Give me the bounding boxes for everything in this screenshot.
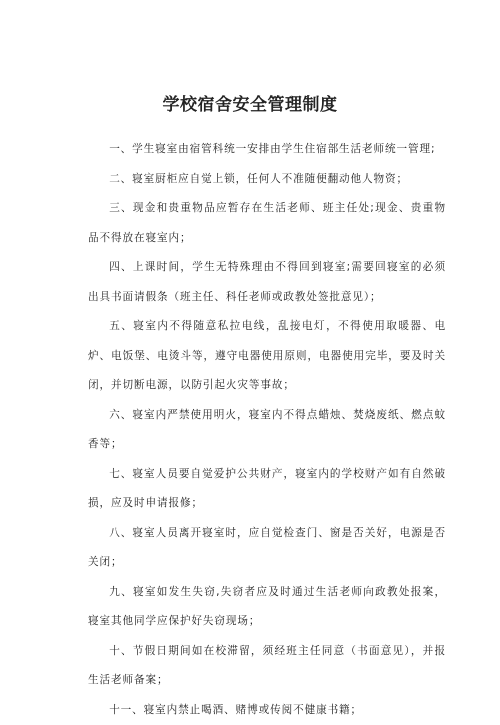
paragraph-4: 四、上课时间，学生无特殊理由不得回到寝室;需要回寝室的必须出具书面请假条（班主任、科任老师或政教处签批意见）；	[88, 253, 446, 312]
document-body	[88, 135, 446, 725]
paragraph-6: 六、寝室内严禁使用明火，寝室内不得点蜡烛、焚烧废纸、燃点蚊香等；	[88, 401, 446, 460]
paragraph-1: 一、学生寝室由宿管科统一安排由学生住宿部生活老师统一管理;	[88, 135, 446, 165]
paragraph-8: 八、寝室人员离开寝室时，应自觉检查门、窗是否关好，电源是否关闭；	[88, 519, 446, 578]
paragraph-10: 十、节假日期间如在校滞留，须经班主任同意（书面意见），并报生活老师备案；	[88, 637, 446, 696]
paragraph-9: 九、寝室如发生失窃,失窃者应及时通过生活老师向政教处报案，寝室其他同学应保护好失窃现场；	[88, 578, 446, 637]
paragraph-3: 三、现金和贵重物品应暂存在生活老师、班主任处;现金、贵重物品不得放在寝室内；	[88, 194, 446, 253]
paragraph-5: 五、寝室内不得随意私拉电线，乱接电灯，不得使用取暖器、电炉、电饭堡、电烫斗等，遵守电器使用原则，电器使用完毕，要及时关闭，并切断电源，以防引起火灾等事故；	[88, 312, 446, 401]
paragraph-11: 十一、寝室内禁止喝酒、赌博或传阅不健康书籍；	[88, 696, 446, 725]
paragraph-2: 二、寝室厨柜应自觉上锁，任何人不准随便翻动他人物资；	[88, 165, 446, 195]
document-title: 学校宿舍安全管理制度	[0, 90, 500, 115]
paragraph-7: 七、寝室人员要自觉爱护公共财产，寝室内的学校财产如有自然破损，应及时申请报修；	[88, 460, 446, 519]
